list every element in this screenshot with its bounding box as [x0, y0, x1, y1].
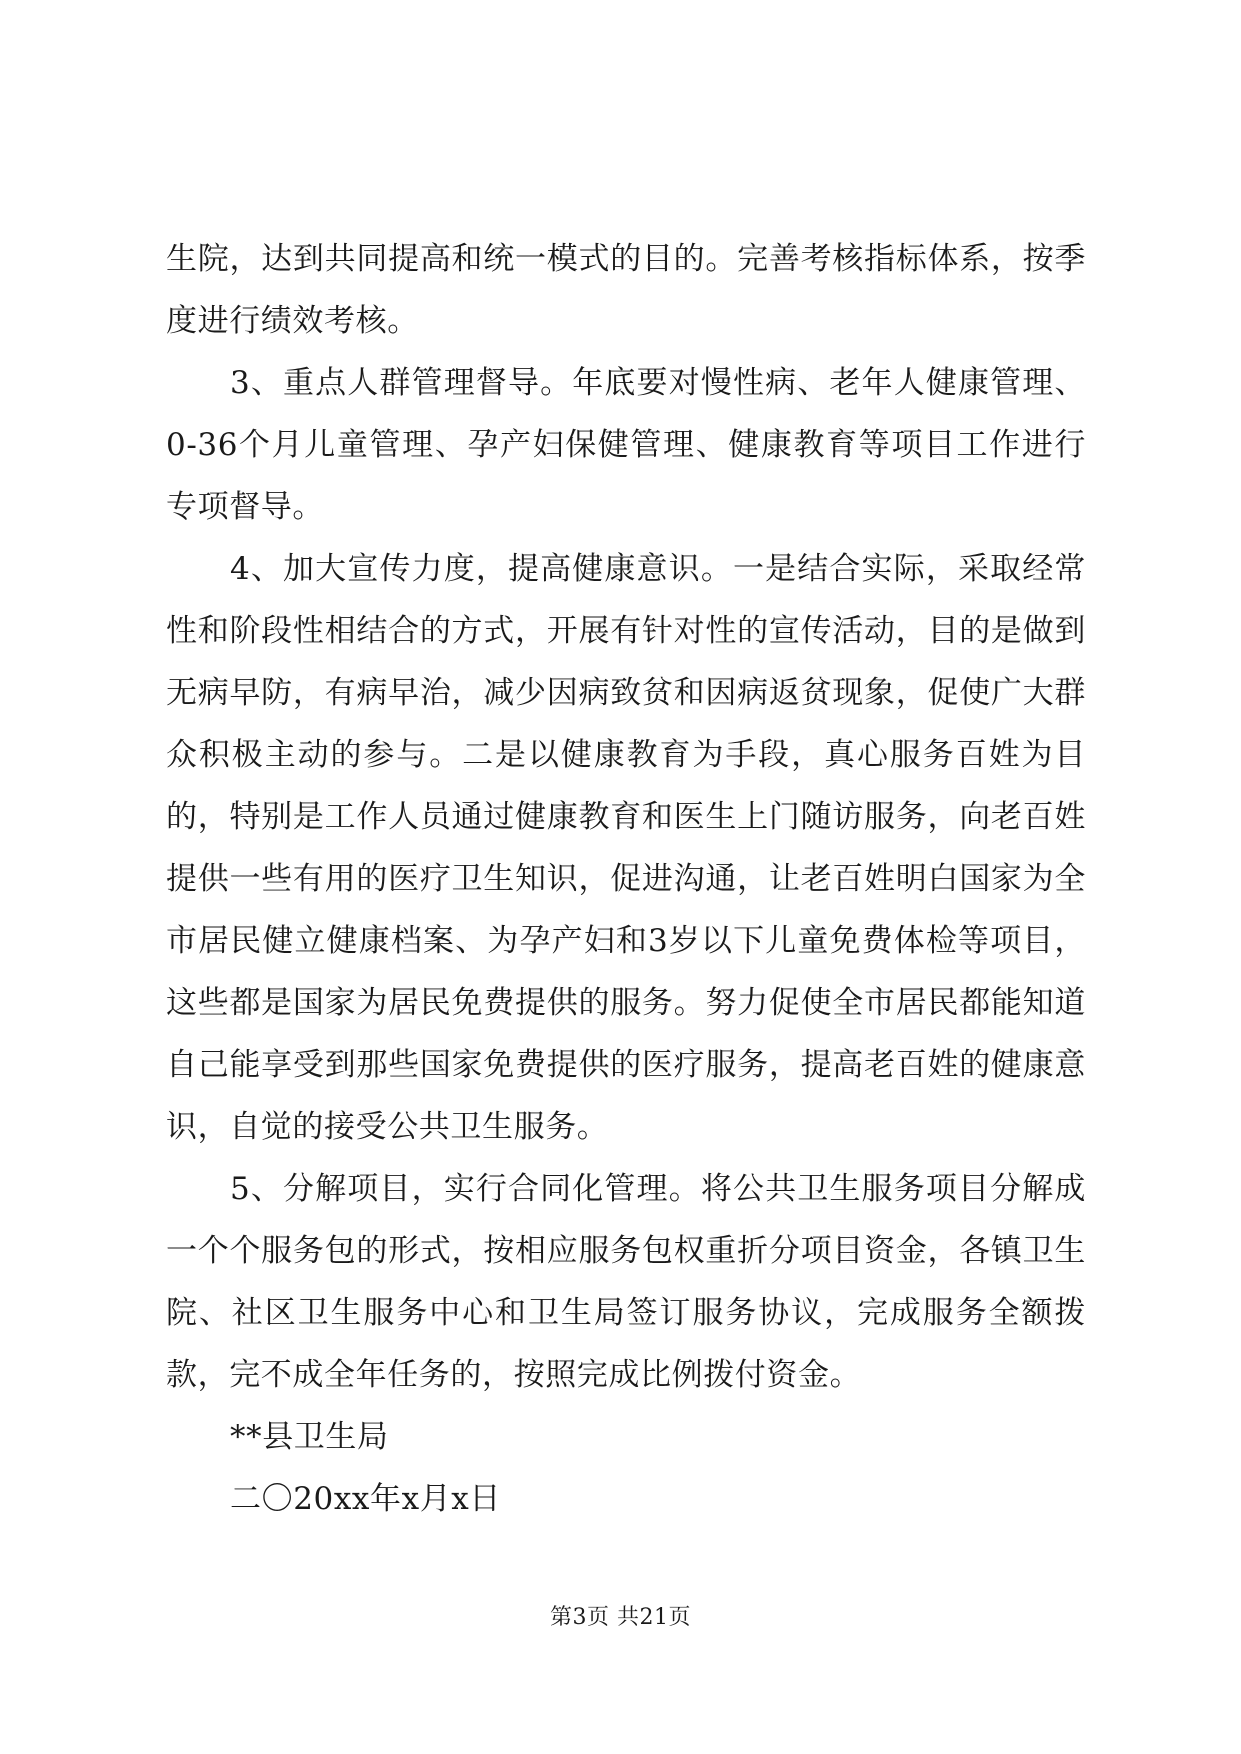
signature-date: 二〇20xx年x月x日 — [230, 1481, 501, 1517]
paragraph-continued: 生院，达到共同提高和统一模式的目的。完善考核指标体系，按季度进行绩效考核。 — [166, 241, 1086, 339]
page-number-footer: 第3页 共21页 — [550, 1605, 691, 1630]
signature-organization: **县卫生局 — [230, 1419, 389, 1455]
paragraph-item-5: 5、分解项目，实行合同化管理。将公共卫生服务项目分解成一个个服务包的形式，按相应服务包权重折分项目资金，各镇卫生院、社区卫生服务中心和卫生局签订服务协议，完成服务全额拨款，完不成全年任务的，按照完成比例拨付资金。 — [166, 1171, 1086, 1393]
document-body — [166, 228, 1086, 1530]
paragraph-item-4: 4、加大宣传力度，提高健康意识。一是结合实际，采取经常性和阶段性相结合的方式，开展有针对性的宣传活动，目的是做到无病早防，有病早治，减少因病致贫和因病返贫现象，促使广大群众积极主动的参与。二是以健康教育为手段，真心服务百姓为目的，特别是工作人员通过健康教育和医生上门随访服务，向老百姓提供一些有用的医疗卫生知识，促进沟通，让老百姓明白国家为全市居民健立健康档案、为孕产妇和3岁以下儿童免费体检等项目，这些都是国家为居民免费提供的服务。努力促使全市居民都能知道自己能享受到那些国家免费提供的医疗服务，提高老百姓的健康意识，自觉的接受公共卫生服务。 — [166, 551, 1086, 1145]
paragraph-item-3: 3、重点人群管理督导。年底要对慢性病、老年人健康管理、0-36个月儿童管理、孕产妇保健管理、健康教育等项目工作进行专项督导。 — [166, 365, 1086, 525]
